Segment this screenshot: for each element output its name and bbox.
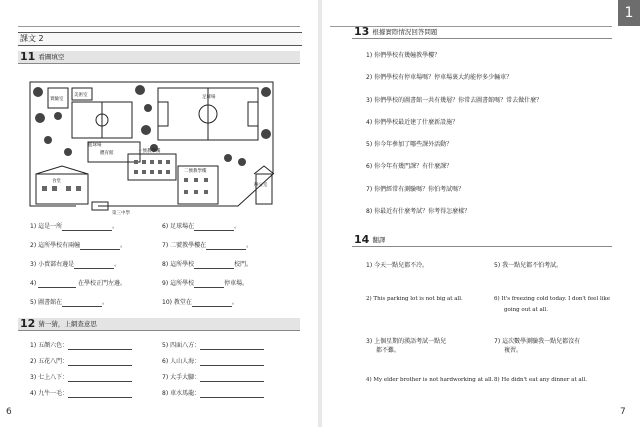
section-number: 13 (354, 25, 370, 38)
section-13-header (352, 26, 612, 39)
section-title: 看圖填空 (38, 53, 65, 61)
answer-blank[interactable] (206, 249, 246, 250)
fill-item-7: 7) 二號教學樓在 。 (162, 242, 253, 249)
translate-item-1: 1) 今天一點兒都不冷。 (366, 262, 429, 269)
fill-item-8: 8) 這所學校 校門。 (162, 261, 253, 268)
section-number: 14 (354, 233, 370, 246)
fill-item-2: 2) 這所學校有兩幢 。 (30, 242, 127, 249)
idiom-item-6: 6) 人山人海： (162, 358, 264, 366)
map-label-lab: 實驗室 (50, 97, 64, 102)
idiom-item-3: 3) 七上八下： (30, 374, 132, 382)
idiom-item-2: 2) 五花八門： (30, 358, 132, 366)
fill-item-5: 5) 圖書館在 。 (30, 299, 109, 306)
translate-item-7: 7) 這次數學測驗我一點兒都沒有 (494, 338, 581, 345)
map-label-gym: 體育館 (100, 151, 114, 156)
section-title: 猜一猜，上網查意思 (38, 320, 97, 328)
answer-blank[interactable] (38, 287, 76, 288)
answer-blank[interactable] (194, 268, 234, 269)
map-label-basketball: 籃球場 (88, 143, 102, 148)
map-label-building2: 二號教學樓 (184, 169, 207, 174)
section-12-header (18, 318, 300, 331)
fill-item-6: 6) 足球場在 。 (162, 223, 241, 230)
map-label-art: 美術室 (74, 93, 88, 98)
translate-item-3: 3) 上個星期的漢語考試一點兒 (366, 338, 447, 345)
fill-item-1: 1) 這是一所 。 (30, 223, 119, 230)
translate-item-6: 6) It's freezing cold today. I don't feel like (494, 296, 611, 302)
question-6: 6) 你今年有幾門課？有什麼課？ (366, 163, 453, 170)
idiom-item-5: 5) 四面八方： (162, 342, 264, 350)
answer-blank[interactable] (74, 268, 114, 269)
answer-blank[interactable] (200, 365, 264, 366)
section-title: 翻譯 (372, 236, 386, 244)
map-label-school-name: 第三中學 (112, 211, 130, 216)
section-14-header (352, 234, 612, 247)
idiom-item-8: 8) 車水馬龍： (162, 390, 264, 398)
map-label-building1: 一號教學樓 (138, 149, 161, 154)
answer-blank[interactable] (200, 397, 264, 398)
answer-blank[interactable] (68, 397, 132, 398)
section-11-header (18, 51, 300, 64)
answer-blank[interactable] (194, 230, 234, 231)
idiom-item-1: 1) 五顏六色： (30, 342, 132, 350)
translate-item-5: 5) 我一點兒都不怕考試。 (494, 262, 563, 269)
question-7: 7) 你們經常有測驗嗎？你怕考試嗎？ (366, 186, 465, 193)
translate-item-2: 2) This parking lot is not big at all. (366, 296, 463, 302)
fill-item-10: 10) 教堂在 。 (162, 299, 238, 306)
translate-item-6-line2: going out at all. (504, 307, 548, 313)
translate-item-8: 8) He didn't eat any dinner at all. (494, 377, 587, 383)
right-page (322, 0, 640, 427)
translate-item-4: 4) My elder brother is not hardworking at all. (366, 377, 494, 383)
question-3: 3) 你們學校的圖書館一共有幾層？你常去圖書館嗎？常去做什麼？ (366, 97, 543, 104)
answer-blank[interactable] (68, 365, 132, 366)
question-4: 4) 你們學校最近建了什麼新設施？ (366, 119, 459, 126)
fill-item-4: 4) 在學校正門左邊。 (30, 280, 127, 287)
question-8: 8) 你最近有什麼考試？你考得怎麼樣？ (366, 208, 471, 215)
building-1 (128, 154, 176, 180)
answer-blank[interactable] (192, 306, 232, 307)
answer-blank[interactable] (62, 306, 102, 307)
chapter-tab: 1 (618, 0, 640, 26)
answer-blank[interactable] (200, 349, 264, 350)
translate-item-3-line2: 都不難。 (376, 347, 401, 354)
section-number: 12 (20, 317, 36, 330)
answer-blank[interactable] (194, 287, 224, 288)
question-2: 2) 你們學校有停車場嗎？停車場裏大約能停多少輛車？ (366, 74, 513, 81)
page-number: 6 (6, 407, 12, 417)
translate-item-7-line2: 複習。 (504, 347, 523, 354)
map-label-canteen: 食堂 (52, 179, 61, 184)
answer-blank[interactable] (200, 381, 264, 382)
question-1: 1) 你們學校有幾幢教學樓？ (366, 52, 441, 59)
idiom-item-7: 7) 大手大腳： (162, 374, 264, 382)
answer-blank[interactable] (62, 230, 112, 231)
answer-blank[interactable] (80, 249, 120, 250)
page-number: 7 (620, 407, 626, 417)
left-page (0, 0, 318, 427)
question-5: 5) 你今年參加了哪些課外活動？ (366, 141, 453, 148)
top-rule (18, 26, 300, 27)
office-building (256, 174, 272, 204)
idiom-item-4: 4) 九牛一毛： (30, 390, 132, 398)
fill-item-3: 3) 小賣部右邊是 。 (30, 261, 121, 268)
section-title: 根據實際情況回答問題 (372, 28, 438, 36)
answer-blank[interactable] (68, 381, 132, 382)
section-number: 11 (20, 50, 36, 63)
map-label-football: 足球場 (202, 95, 216, 100)
map-label-office: 辦公室 (254, 183, 268, 188)
lesson-label: 課文 2 (18, 32, 302, 46)
school-map (28, 74, 278, 219)
fill-item-9: 9) 這所學校 停車場。 (162, 280, 249, 287)
answer-blank[interactable] (68, 349, 132, 350)
